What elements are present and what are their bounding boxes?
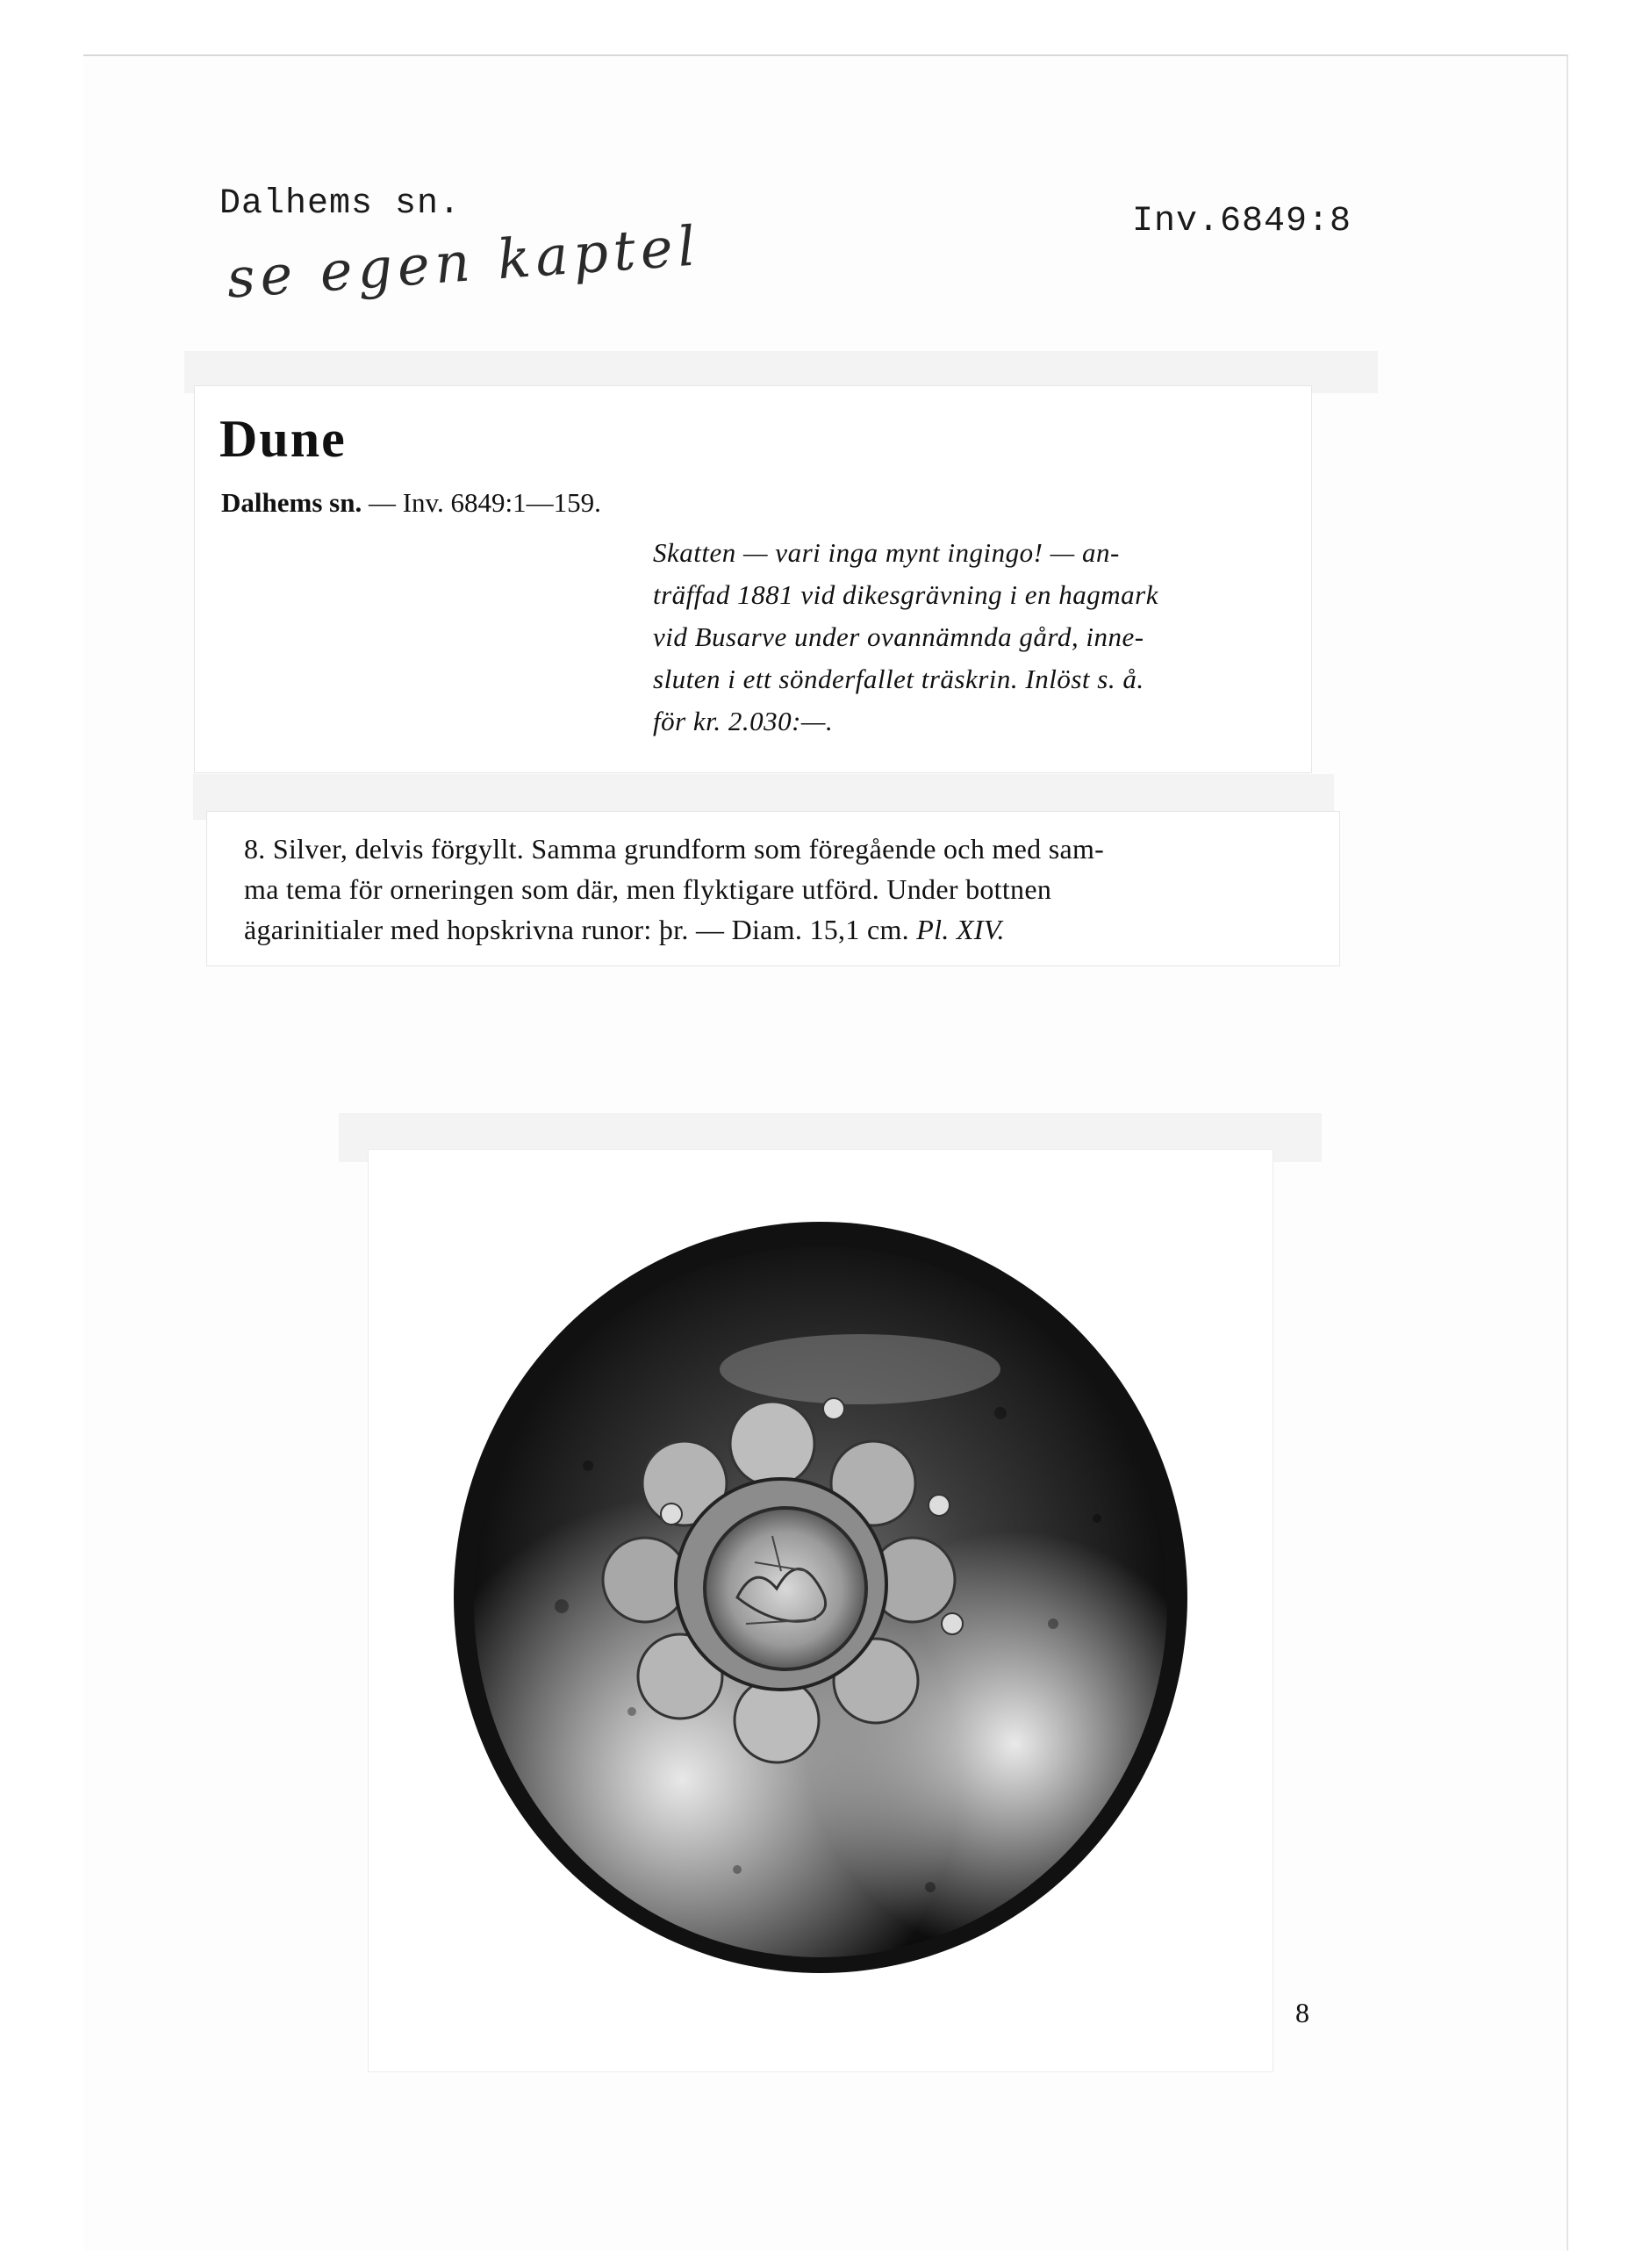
- parish-header: Dalhems sn.: [219, 184, 462, 224]
- description-line: träffad 1881 vid dikesgrävning i en hagmark: [653, 579, 1158, 610]
- object-description: [244, 829, 1306, 950]
- bowl-highlight: [720, 1334, 1000, 1404]
- subtitle-parish: Dalhems sn.: [221, 487, 362, 518]
- description-line: vid Busarve under ovannämnda gård, inne-: [653, 621, 1144, 652]
- site-subtitle: [221, 487, 601, 519]
- object-line: ägarinitialer med hopskrivna runor: þr. — Diam. 15,1 cm.: [244, 914, 909, 945]
- description-line: Skatten — vari inga mynt ingingo! — an-: [653, 537, 1120, 568]
- figure-number: 8: [1295, 1997, 1309, 2028]
- description-line: för kr. 2.030:—.: [653, 706, 834, 736]
- inventory-number: Inv.6849:8: [1132, 202, 1352, 241]
- site-title: Dune: [219, 410, 347, 468]
- find-description: [653, 532, 1285, 743]
- bowl-photo-frame: [369, 1150, 1273, 2071]
- plate-reference: Pl. XIV.: [916, 914, 1005, 945]
- subtitle-inventory: — Inv. 6849:1—159.: [368, 487, 601, 518]
- object-line: 8. Silver, delvis förgyllt. Samma grundform som föregående och med sam-: [244, 833, 1105, 865]
- description-line: sluten i ett sönderfallet träskrin. Inlöst s. å.: [653, 664, 1144, 694]
- silver-bowl-photo: [369, 1150, 1273, 2071]
- handwritten-note: se egen kaptel: [225, 213, 703, 311]
- object-line-last: [244, 909, 1306, 950]
- object-line: ma tema för orneringen som där, men flyktigare utförd. Under bottnen: [244, 873, 1052, 905]
